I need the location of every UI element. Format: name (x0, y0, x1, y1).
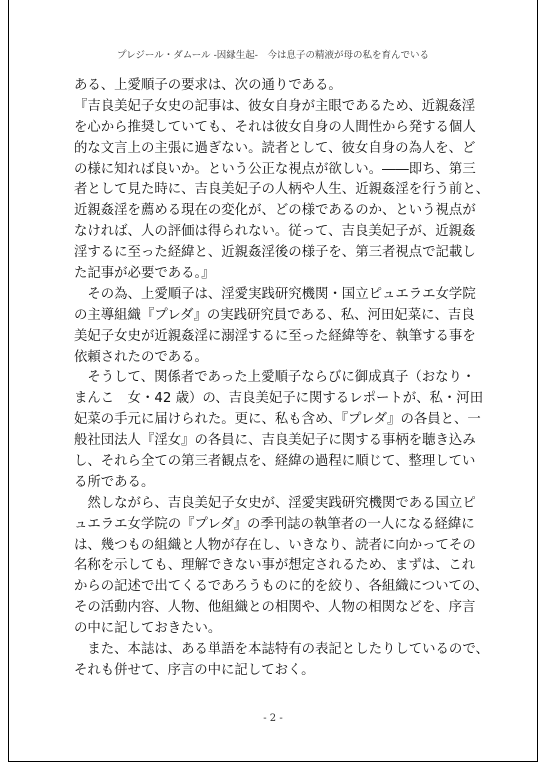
text-line: ュエラエ女学院の『プレダ』の季刊誌の執筆者の一人になる経緯に (74, 516, 475, 532)
text-line: 名称を示しても、理解できない事が想定されるため、まずは、これ (74, 558, 476, 574)
text-line: また、本誌は、ある単語を本誌特有の表記としたりしているので、 (74, 642, 489, 658)
text-line: 淫するに至った経緯と、近親姦淫後の様子を、第三者視点で記載し (74, 245, 476, 261)
text-line: 『吉良美妃子女史の記事は、彼女自身が主眼であるため、近親姦淫 (74, 98, 476, 114)
text-line: そうして、関係者であった上愛順子ならびに御成真子（おなり・ (74, 370, 476, 386)
text-line: 的な文言上の主張に過ぎない。読者として、彼女自身の為人を、ど (74, 140, 476, 156)
text-line: 者として見た時に、吉良美妃子の人柄や人生、近親姦淫を行う前と、 (74, 182, 490, 198)
text-line: 近親姦淫を薦める現在の変化が、どの様であるのか、という視点が (74, 203, 476, 219)
page-number: - 2 - (263, 713, 283, 724)
text-line: た記事が必要である。』 (74, 266, 215, 282)
text-line: からの記述で出てくるであろうものに的を絞り、各組織についての、 (74, 579, 489, 595)
text-line: の主導組織『プレダ』の実践研究員である、私、河田妃菜に、吉良 (74, 307, 475, 323)
text-line: る所である。 (74, 474, 155, 490)
text-line: 依頼されたのである。 (74, 349, 208, 365)
text-line: の中に記しておきたい。 (74, 621, 222, 637)
text-line: その活動内容、人物、他組織との相関や、人物の相関などを、序言 (74, 600, 476, 616)
body-text (74, 76, 494, 682)
text-line: その為、上愛順子は、淫愛実践研究機関・国立ピュエラエ女学院 (74, 286, 476, 302)
running-header: プレジール・ダムール -因縁生起- 今は息子の精液が母の私を育んでいる (117, 50, 429, 61)
text-line: それも併せて、序言の中に記しておく。 (74, 662, 315, 678)
text-line: まんこ 女・42 歳）の、吉良美妃子に関するレポートが、私・河田 (74, 391, 484, 407)
text-line: 般社団法人『淫女』の各員に、吉良美妃子に関する事柄を聴き込み (74, 433, 476, 449)
text-line: を心から推奨していても、それは彼女自身の人間性から発する個人 (74, 119, 476, 135)
text-line: 然しながら、吉良美妃子女史が、淫愛実践研究機関である国立ピ (74, 495, 476, 511)
text-line: の様に知れば良いか。という公正な視点が欲しい。――即ち、第三 (74, 161, 476, 177)
text-line: ある、上愛順子の要求は、次の通りである。 (74, 78, 342, 93)
text-line: なければ、人の評価は得られない。従って、吉良美妃子が、近親姦 (74, 224, 476, 240)
text-line: は、幾つもの組織と人物が存在し、いきなり、読者に向かってその (74, 537, 476, 553)
text-line: 美妃子女史が近親姦淫に溺淫するに至った経緯等を、執筆する事を (74, 328, 476, 344)
text-line: し、それら全ての第三者観点を、経緯の過程に順じて、整理してい (74, 454, 476, 470)
text-line: 妃菜の手元に届けられた。更に、私も含め、『プレダ』の各員と、一 (74, 412, 481, 428)
document-page (8, 0, 538, 762)
